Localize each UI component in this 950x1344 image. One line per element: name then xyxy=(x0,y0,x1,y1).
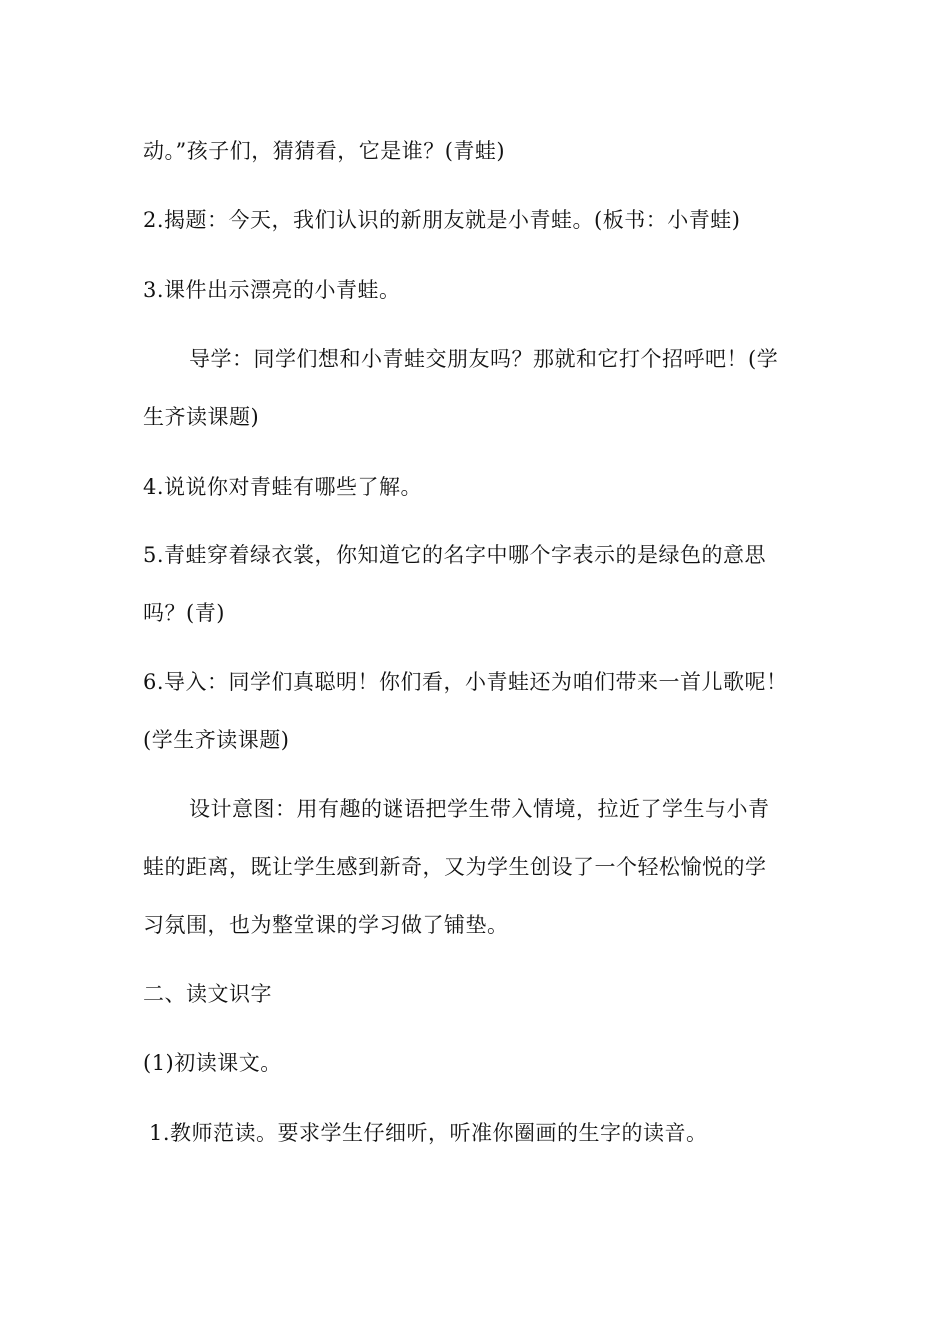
text-line-step-4: 4.说说你对青蛙有哪些了解。 xyxy=(143,475,423,499)
text-line-guide: 导学：同学们想和小青蛙交朋友吗？那就和它打个招呼吧！(学 xyxy=(189,347,779,371)
text-line-step-5-cont: 吗？(青) xyxy=(143,601,225,625)
text-line-design-intent: 设计意图：用有趣的谜语把学生带入情境，拉近了学生与小青 xyxy=(189,797,770,821)
text-line-design-intent-cont1: 蛙的距离，既让学生感到新奇，又为学生创设了一个轻松愉悦的学 xyxy=(143,855,767,879)
section-heading: 二、读文识字 xyxy=(143,982,272,1006)
text-line-step-5: 5.青蛙穿着绿衣裳，你知道它的名字中哪个字表示的是绿色的意思 xyxy=(143,543,767,567)
text-line-step-3: 3.课件出示漂亮的小青蛙。 xyxy=(143,278,401,302)
text-line-riddle-answer: 动。”孩子们，猜猜看，它是谁？(青蛙) xyxy=(143,139,506,163)
text-line-substep-1: 1.教师范读。要求学生仔细听，听准你圈画的生字的读音。 xyxy=(149,1121,708,1145)
subsection-heading: (1)初读课文。 xyxy=(143,1051,282,1075)
text-line-design-intent-cont2: 习氛围，也为整堂课的学习做了铺垫。 xyxy=(143,913,509,937)
text-line-step-2: 2.揭题：今天，我们认识的新朋友就是小青蛙。(板书：小青蛙) xyxy=(143,208,741,232)
text-line-step-6-cont: (学生齐读课题) xyxy=(143,728,290,752)
text-line-step-6: 6.导入：同学们真聪明！你们看，小青蛙还为咱们带来一首儿歌呢！ xyxy=(143,670,788,694)
text-line-guide-cont: 生齐读课题) xyxy=(143,405,260,429)
